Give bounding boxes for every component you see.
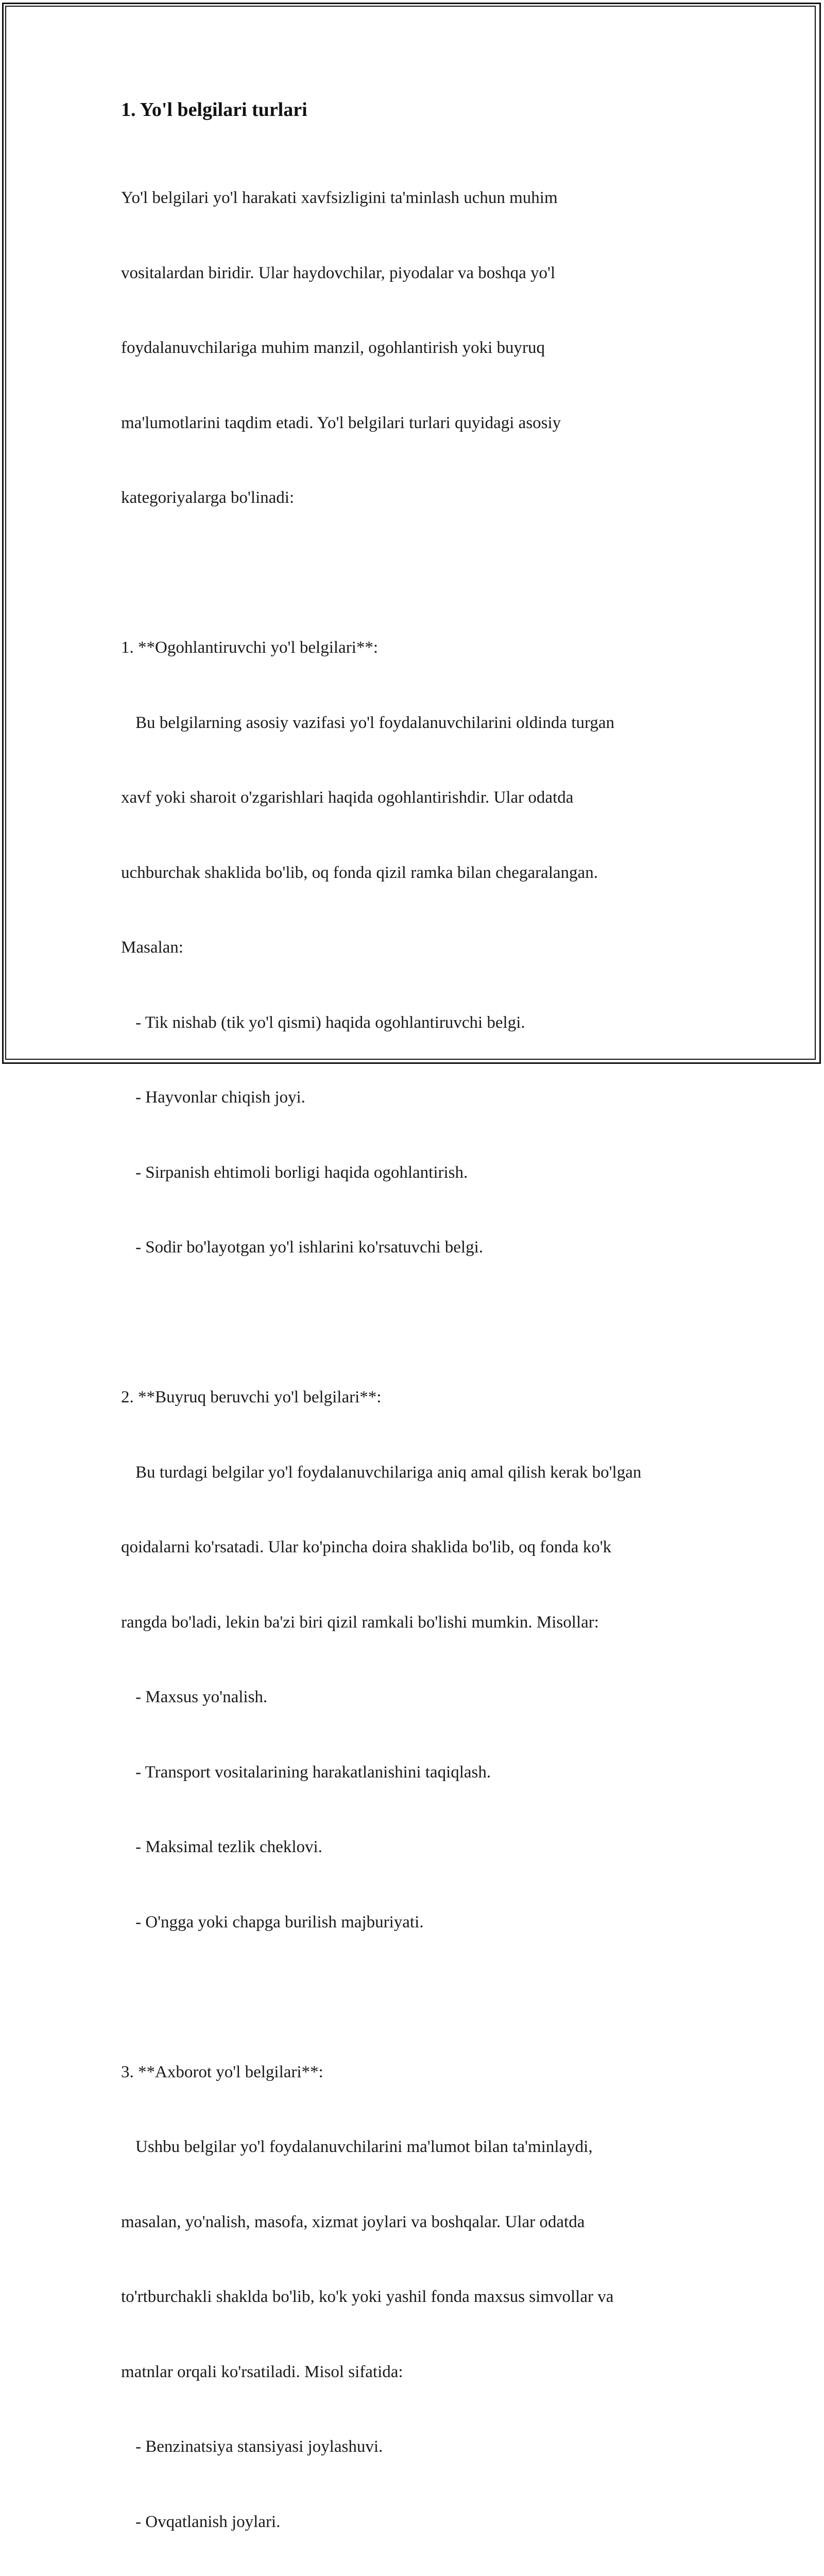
section-desc-line: Masalan: — [121, 935, 713, 960]
paragraph-gap — [121, 1985, 713, 2010]
list-item: - Ovqatlanish joylari. — [121, 2510, 713, 2535]
list-item: - Benzinatsiya stansiyasi joylashuvi. — [121, 2434, 713, 2460]
list-item: - Hayvonlar chiqish joyi. — [121, 1085, 713, 1110]
list-item: - Transport vositalarining harakatlanishini taqiqlash. — [121, 1760, 713, 1785]
paragraph-gap — [121, 1310, 713, 1335]
section-desc-line: rangda bo'ladi, lekin ba'zi biri qizil ramkali bo'lishi mumkin. Misollar: — [121, 1610, 713, 1635]
list-item: - Tik nishab (tik yo'l qismi) haqida ogohlantiruvchi belgi. — [121, 1010, 713, 1036]
section-desc-line: xavf yoki sharoit o'zgarishlari haqida ogohlantirishdir. Ular odatda — [121, 785, 713, 810]
intro-line: Yo'l belgilari yo'l harakati xavfsizligini ta'minlash uchun muhim — [121, 185, 713, 211]
paragraph-gap — [121, 561, 713, 586]
section-information — [121, 2010, 713, 2576]
section-desc-line: Bu turdagi belgilar yo'l foydalanuvchilariga aniq amal qilish kerak bo'lgan — [121, 1460, 713, 1485]
section-desc-line: Ushbu belgilar yo'l foydalanuvchilarini ma'lumot bilan ta'minlaydi, — [121, 2134, 713, 2160]
list-item: - Maxsus yo'nalish. — [121, 1685, 713, 1710]
intro-line: kategoriyalarga bo'linadi: — [121, 485, 713, 511]
section-desc-line: to'rtburchakli shaklda bo'lib, ko'k yoki yashil fonda maxsus simvollar va — [121, 2284, 713, 2310]
section-title: 2. **Buyruq beruvchi yo'l belgilari**: — [121, 1385, 713, 1410]
section-warning — [121, 585, 713, 1310]
list-item: - Maksimal tezlik cheklovi. — [121, 1835, 713, 1860]
list-item: - O'ngga yoki chapga burilish majburiyati. — [121, 1910, 713, 1935]
intro-line: vositalardan biridir. Ular haydovchilar, piyodalar va boshqa yo'l — [121, 261, 713, 286]
section-desc-line: uchburchak shaklida bo'lib, oq fonda qizil ramka bilan chegaralangan. — [121, 860, 713, 886]
section-desc-line: qoidalarni ko'rsatadi. Ular ko'pincha doira shaklida bo'lib, oq fonda ko'k — [121, 1535, 713, 1560]
section-desc-line: matnlar orqali ko'rsatiladi. Misol sifatida: — [121, 2360, 713, 2385]
intro-paragraph — [121, 135, 713, 561]
section-title: 3. **Axborot yo'l belgilari**: — [121, 2060, 713, 2085]
list-item: - Sirpanish ehtimoli borligi haqida ogohlantirish. — [121, 1160, 713, 1185]
section-title: 1. **Ogohlantiruvchi yo'l belgilari**: — [121, 635, 713, 660]
page-title: 1. Yo'l belgilari turlari — [121, 95, 713, 124]
section-desc-line: Bu belgilarning asosiy vazifasi yo'l foydalanuvchilarini oldinda turgan — [121, 710, 713, 736]
intro-line: ma'lumotlarini taqdim etadi. Yo'l belgilari turlari quyidagi asosiy — [121, 411, 713, 436]
section-desc-line: masalan, yo'nalish, masofa, xizmat joylari va boshqalar. Ular odatda — [121, 2210, 713, 2235]
section-mandatory — [121, 1335, 713, 1985]
list-item: - Sodir bo'layotgan yo'l ishlarini ko'rsatuvchi belgi. — [121, 1235, 713, 1260]
intro-line: foydalanuvchilariga muhim manzil, ogohlantirish yoki buyruq — [121, 335, 713, 361]
document-body — [121, 95, 713, 2576]
